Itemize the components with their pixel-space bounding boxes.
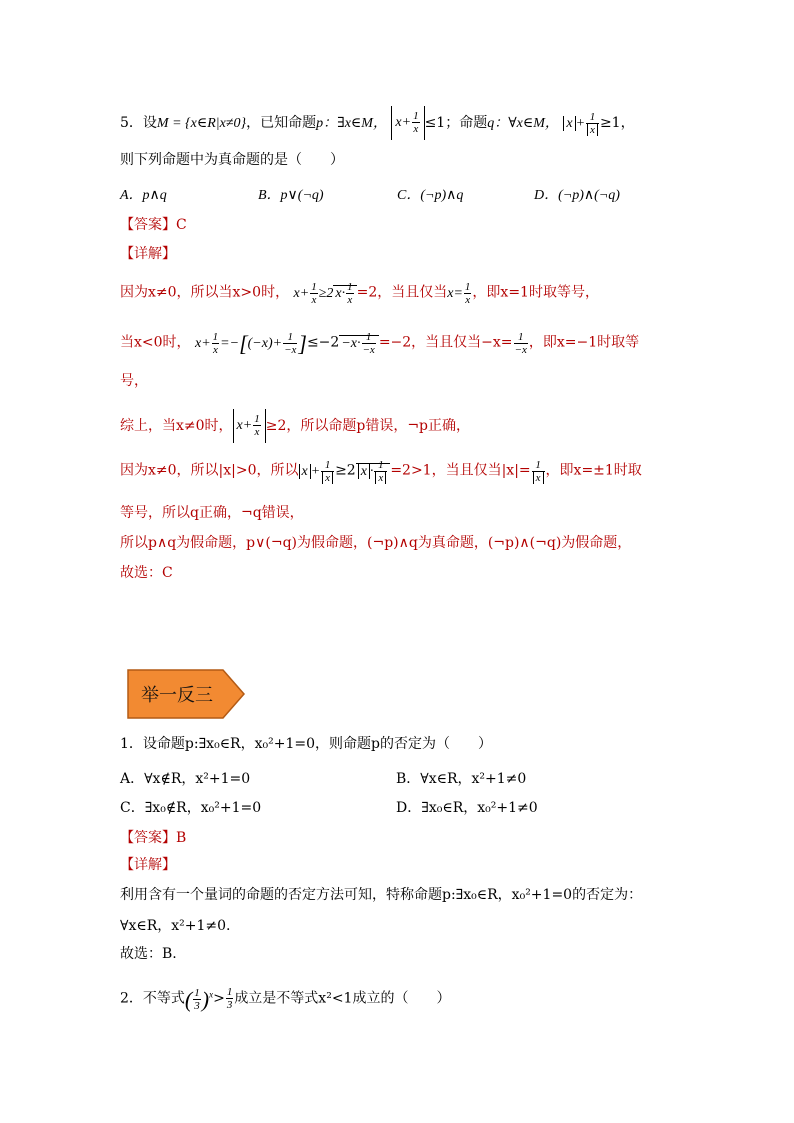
q5-d1-math: x+ $\frac{1}{x}$ ≥2 x· $\frac{1}{x}$	[294, 286, 357, 301]
section-badge	[127, 669, 245, 719]
q5-d2-tail: =−2，当且仅当−x=	[378, 334, 513, 351]
q5-option-c: C．(¬p)∧q	[397, 188, 464, 203]
q5-d1-end: ，即x=1时取等号，	[472, 284, 599, 301]
q5-d5-text: 因为x≠0，所以|x|>0，所以	[120, 462, 299, 479]
q5-detail-line1	[120, 281, 599, 306]
q5-abs-expr-q: x + $\frac{1}{x}$	[563, 116, 600, 131]
q5-d2-math: x+ $\frac{1}{x}$ =−[(−x)+ $\frac{1}{-x}$ ]	[195, 330, 307, 356]
q5-q-def: q：∀x∈M，	[487, 116, 559, 131]
q5-d5-mid: ≥2	[335, 462, 356, 479]
q2-rhs-frac: $\frac{1}{3}$	[226, 986, 233, 1012]
q5-d5-end: ，即x=±1时取	[545, 462, 642, 479]
q5-stem-line2: 则下列命题中为真命题的是（ ）	[120, 152, 344, 168]
q5-number: 5．设	[120, 115, 157, 131]
q5-stem-line1	[120, 106, 635, 140]
q5-d2-mid: ≤−2	[306, 334, 340, 351]
q5-option-d: D．(¬p)∧(¬q)	[534, 188, 620, 203]
q5-d5-math: x + $\frac{1}{x}$	[299, 464, 336, 479]
q1-detail-line1: 利用含有一个量词的命题的否定方法可知，特称命题p:∃x₀∈R，x₀²+1=0的否定为：	[120, 887, 643, 903]
q5-detail-line5	[120, 459, 642, 484]
q2-stem	[120, 984, 450, 1012]
q5-d4-abs: x+ $\frac{1}{x}$	[233, 409, 266, 443]
q1-stem: 1．设命题p:∃x₀∈R，x₀²+1=0，则命题p的否定为（ ）	[120, 736, 492, 752]
q5-option-a: A．p∧q	[120, 188, 167, 203]
q5-detail-line6: 等号，所以q正确，¬q错误，	[120, 505, 304, 521]
q5-detail-line7: 所以p∧q为假命题，p∨(¬q)为假命题，(¬p)∧q为真命题，(¬p)∧(¬q)为假命题，	[120, 535, 632, 551]
q5-d2-sqrt: −x· $\frac{1}{-x}$	[339, 335, 378, 351]
q5-set-def: M = {x∈R|x≠0}	[156, 116, 247, 131]
q5-text: ，已知命题	[246, 115, 317, 131]
q1-answer: 【答案】B	[120, 830, 187, 846]
badge-label: 举一反三	[141, 685, 213, 706]
q5-d1-eq: x= $\frac{1}{x}$	[447, 281, 471, 306]
q5-detail-line3: 号，	[120, 373, 148, 389]
q1-detail-line2: ∀x∈R，x²+1≠0.	[120, 918, 231, 934]
q5-d5-frac: $\frac{1}{x}$	[531, 464, 546, 479]
q5-detail-line8: 故选：C	[120, 565, 173, 581]
q5-d2-text: 当x<0时，	[120, 334, 191, 351]
q1-option-d: D．∃x₀∈R，x₀²+1≠0	[396, 800, 538, 816]
q5-text2: ；命题	[445, 115, 488, 131]
q5-ineq-p: ≤1	[424, 115, 446, 131]
q5-option-b: B．p∨(¬q)	[258, 188, 324, 203]
q5-abs-expr-p: x+ $\frac{1}{x}$	[391, 106, 424, 140]
q1-detail-line3: 故选：B.	[120, 946, 177, 962]
q5-detail-line2	[120, 331, 639, 356]
q5-d4-text: 综上，当x≠0时，	[120, 418, 233, 434]
q2-base-expr: ( $\frac{1}{3}$ )$^x$	[184, 986, 214, 1012]
q5-d4-tail: ≥2，所以命题p错误，¬p正确，	[265, 418, 471, 434]
q1-option-a: A．∀x∉R，x²+1=0	[120, 771, 251, 787]
q5-detail-heading: 【详解】	[120, 246, 176, 262]
q5-d5-tail: =2>1，当且仅当|x|=	[390, 462, 531, 479]
q5-detail-line4	[120, 409, 470, 443]
q5-p-def: p：∃x∈M，	[316, 116, 387, 131]
q5-d1-tail: =2，当且仅当	[356, 284, 448, 301]
q1-option-c: C．∃x₀∉R，x₀²+1=0	[120, 800, 262, 816]
q5-d2-end: ，即x=−1时取等	[528, 334, 640, 351]
q5-answer: 【答案】C	[120, 217, 187, 233]
q2-tail: 成立是不等式x²<1成立的（ ）	[234, 990, 451, 1007]
q1-detail-heading: 【详解】	[120, 857, 176, 873]
q1-option-b: B．∀x∈R，x²+1≠0	[396, 771, 527, 787]
q2-number: 2．不等式	[120, 990, 185, 1007]
q2-gt: >	[213, 990, 225, 1007]
q5-d5-sqrt: x · $\frac{1}{x}$	[356, 463, 391, 479]
q5-ineq-q: ≥1，	[599, 115, 635, 131]
q5-d1-text: 因为x≠0，所以当x>0时，	[120, 284, 290, 301]
q5-d2-frac: $\frac{1}{-x}$	[514, 331, 527, 356]
